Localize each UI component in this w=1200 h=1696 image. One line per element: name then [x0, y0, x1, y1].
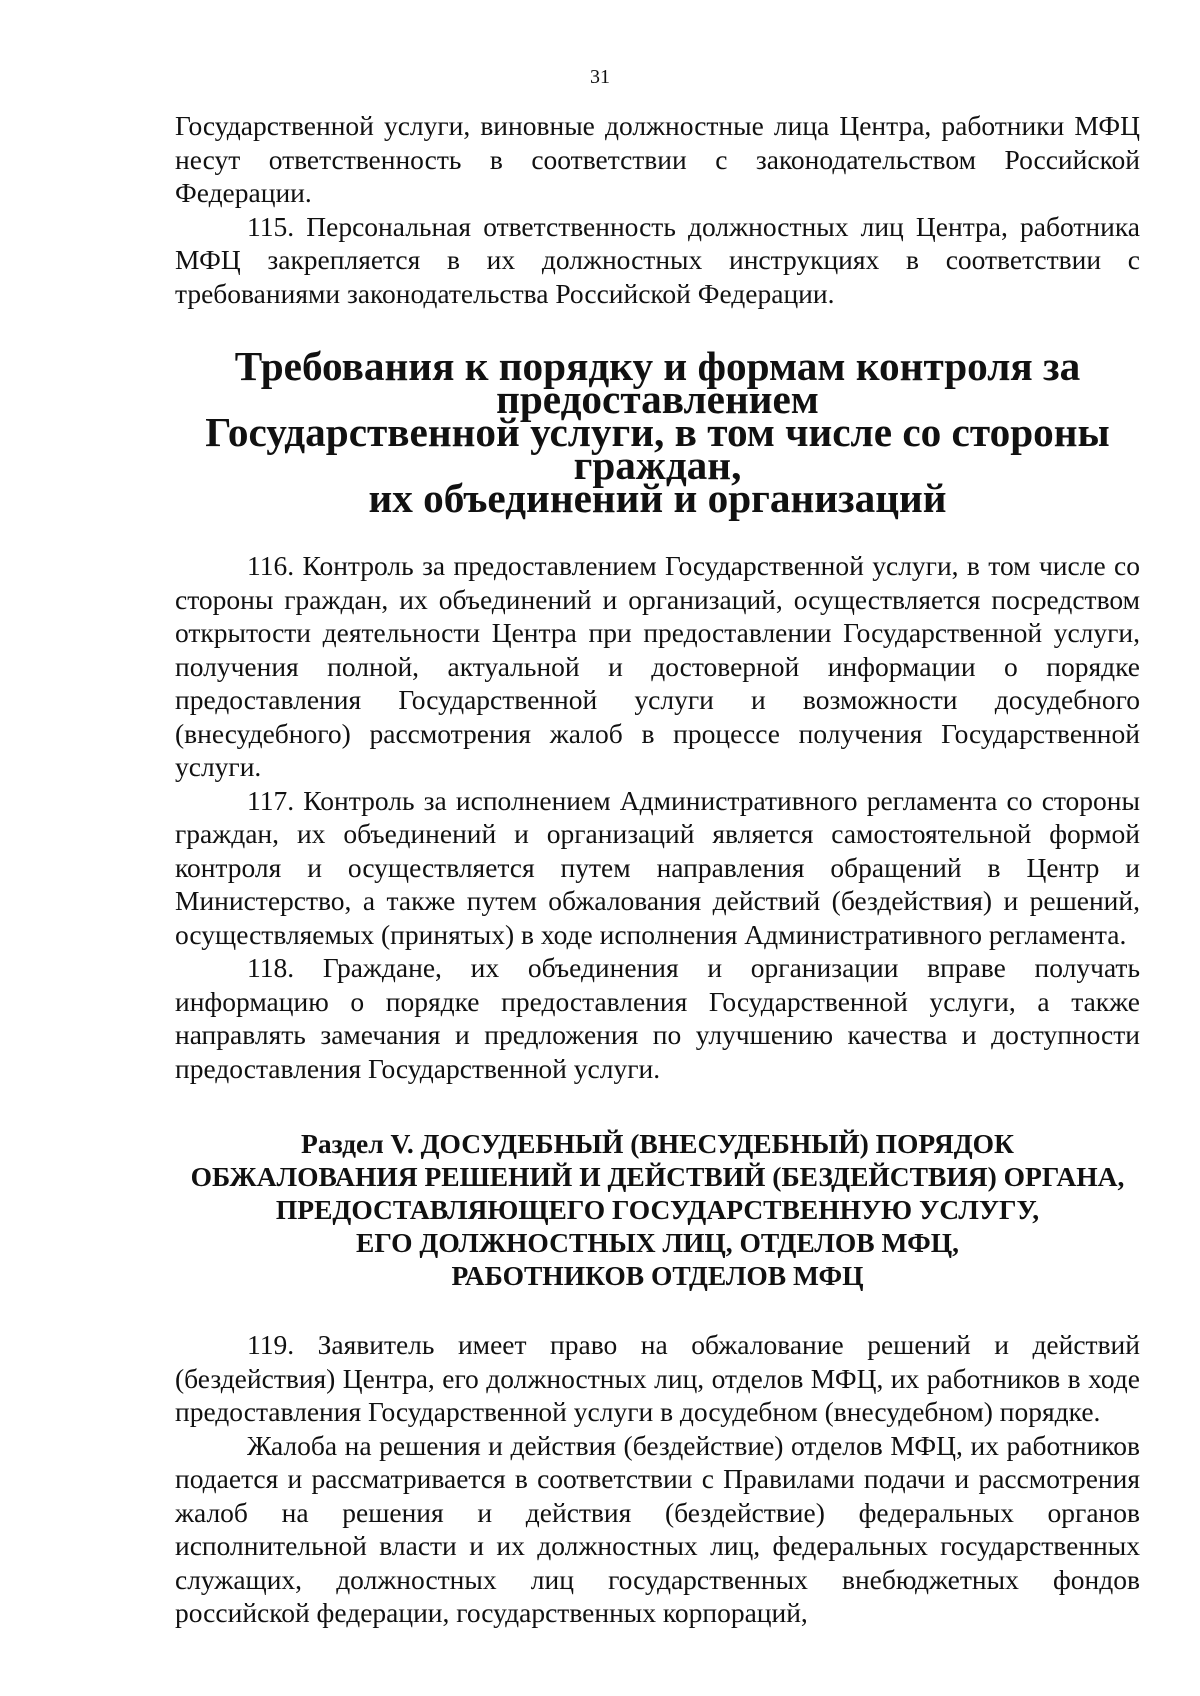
- paragraph-complaint: Жалоба на решения и действия (бездействие) отделов МФЦ, их работников подается и рассматривается в соответствии с Правилами подачи и рассмотрения жалоб на решения и действия (бездействие) федеральных органов исполнительной власти и их должностных лиц, федеральных государственных служащих, должностных лиц государственных внебюджетных фондов российской федерации, государственных корпораций,: [175, 1429, 1140, 1628]
- paragraph-116: 116. Контроль за предоставлением Государственной услуги, в том числе со стороны граждан, их объединений и организаций, осуществляется посредством открытости деятельности Центра при предоставлении Государственной услуги, получения полной, актуальной и достоверной информации о порядке предоставления Государственной услуги и возможности досудебного (внесудебного) рассмотрения жалоб в процессе получения Государственной услуги.: [175, 550, 1140, 782]
- paragraph-118: 118. Граждане, их объединения и организации вправе получать информацию о порядке предоставления Государственной услуги, а также направлять замечания и предложения по улучшению качества и доступности предоставления Государственной услуги.: [175, 952, 1140, 1084]
- section-heading-line: Раздел V. ДОСУДЕБНЫЙ (ВНЕСУДЕБНЫЙ) ПОРЯДОК: [301, 1128, 1014, 1159]
- section-heading: [175, 1127, 1140, 1292]
- subsection-heading-line: Государственной услуги, в том числе со стороны граждан,: [205, 409, 1110, 488]
- section-heading-line: ЕГО ДОЛЖНОСТНЫХ ЛИЦ, ОТДЕЛОВ МФЦ,: [356, 1227, 959, 1258]
- paragraph-117: 117. Контроль за исполнением Административного регламента со стороны граждан, их объединений и организаций является самостоятельной формой контроля и осуществляется путем направления обращений в Центр и Министерство, а также путем обжалования действий (бездействия) и решений, осуществляемых (принятых) в ходе исполнения Административного регламента.: [175, 784, 1140, 950]
- paragraph-115: 115. Персональная ответственность должностных лиц Центра, работника МФЦ закрепляется в их должностных инструкциях в соответствии с требованиями законодательства Российской Федерации.: [175, 210, 1140, 309]
- section-heading-line: ПРЕДОСТАВЛЯЮЩЕГО ГОСУДАРСТВЕННУЮ УСЛУГУ,: [275, 1194, 1040, 1225]
- paragraph-continuation: Государственной услуги, виновные должностные лица Центра, работники МФЦ несут ответственность в соответствии с законодательством Российской Федерации.: [175, 110, 1140, 208]
- page-content: [175, 109, 1140, 1630]
- section-heading-line: ОБЖАЛОВАНИЯ РЕШЕНИЙ И ДЕЙСТВИЙ (БЕЗДЕЙСТВИЯ) ОРГАНА,: [190, 1161, 1125, 1192]
- section-heading-line: РАБОТНИКОВ ОТДЕЛОВ МФЦ: [451, 1260, 864, 1291]
- subsection-heading-line: Требования к порядку и формам контроля за предоставлением: [234, 343, 1081, 422]
- subsection-heading: [175, 343, 1140, 521]
- paragraph-119: 119. Заявитель имеет право на обжалование решений и действий (бездействия) Центра, его должностных лиц, отделов МФЦ, их работников в ходе предоставления Государственной услуги в досудебном (внесудебном) порядке.: [175, 1329, 1140, 1427]
- page-number: 31: [590, 66, 610, 88]
- subsection-heading-line: их объединений и организаций: [368, 475, 947, 521]
